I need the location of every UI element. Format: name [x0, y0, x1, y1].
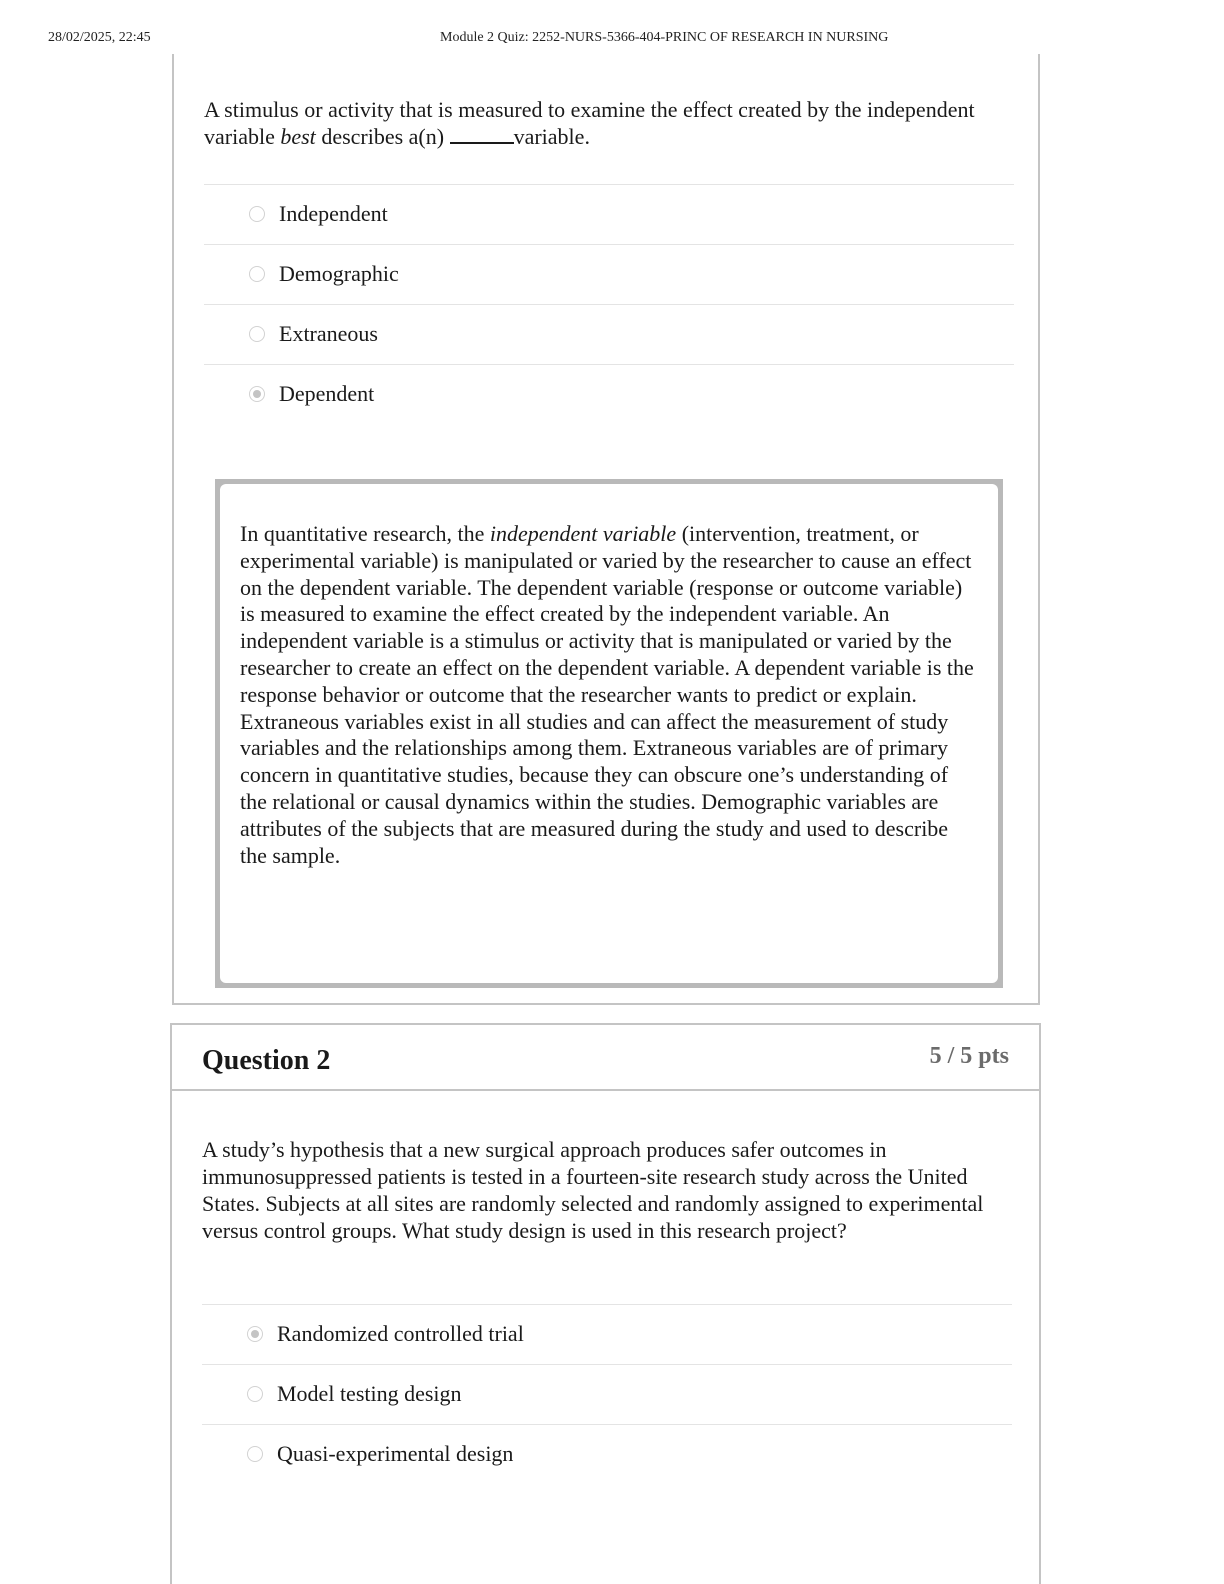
- question-1-emphasis: best: [280, 124, 316, 149]
- question-1-text-part: variable.: [513, 124, 590, 149]
- question-points: 5 / 5 pts: [929, 1043, 1009, 1069]
- answer-option[interactable]: [202, 1364, 1012, 1424]
- answer-label: Randomized controlled trial: [277, 1321, 524, 1346]
- question-1-text-part: A stimulus or activity that is measured to examine the effect created by the independent variable: [204, 97, 975, 149]
- answer-label: Quasi-experimental design: [277, 1441, 514, 1466]
- question-title: Question 2: [202, 1045, 331, 1076]
- print-page-title: Module 2 Quiz: 2252-NURS-5366-404-PRINC OF RESEARCH IN NURSING: [440, 30, 889, 45]
- answer-label: Dependent: [279, 381, 375, 406]
- feedback-comment-text: [240, 521, 978, 869]
- question-1-panel: [172, 54, 1040, 1005]
- radio-button-icon[interactable]: [247, 1446, 263, 1462]
- question-2-header: [172, 1025, 1039, 1091]
- radio-button-selected-icon[interactable]: [247, 1326, 263, 1342]
- feedback-comment-box: [215, 479, 1003, 988]
- radio-button-icon[interactable]: [249, 206, 265, 222]
- answer-label: Model testing design: [277, 1381, 462, 1406]
- answer-option[interactable]: [204, 184, 1014, 244]
- radio-button-selected-icon[interactable]: [249, 386, 265, 402]
- feedback-emphasis: independent variable: [489, 521, 677, 546]
- answer-label: Extraneous: [279, 321, 378, 346]
- print-datetime: 28/02/2025, 22:45: [48, 30, 151, 45]
- answer-option[interactable]: [204, 364, 1014, 424]
- answer-label: Demographic: [279, 261, 399, 286]
- radio-button-icon[interactable]: [249, 326, 265, 342]
- answer-option[interactable]: [204, 304, 1014, 364]
- question-1-text: [204, 96, 994, 150]
- feedback-text-part: (intervention, treatment, or experimental variable) is manipulated or varied by the researcher to cause an effect on the dependent variable. The dependent variable (response or outcome variable) is measured to examine the effect created by the independent variable. An independent variable is a stimulus or activity that is manipulated or varied by the researcher to create an effect on the dependent variable. A dependent variable is the response behavior or outcome that the researcher wants to predict or explain. Extraneous variables exist in all studies and can affect the measurement of study variables and the relationships among them. Extraneous variables are of primary concern in quantitative studies, because they can obscure one’s understanding of the relational or causal dynamics within the studies. Demographic variables are attributes of the subjects that are measured during the study and used to describe the sample.: [240, 521, 974, 868]
- radio-button-icon[interactable]: [249, 266, 265, 282]
- answer-blank: [450, 124, 514, 144]
- question-2-panel: [170, 1023, 1041, 1584]
- radio-button-icon[interactable]: [247, 1386, 263, 1402]
- answer-label: Independent: [279, 201, 388, 226]
- answer-option[interactable]: [202, 1424, 1012, 1484]
- answer-option[interactable]: [202, 1304, 1012, 1364]
- feedback-text-part: In quantitative research, the: [240, 521, 490, 546]
- question-2-answers: [202, 1304, 1012, 1484]
- answer-option[interactable]: [204, 244, 1014, 304]
- question-2-text: A study’s hypothesis that a new surgical approach produces safer outcomes in immunosuppressed patients is tested in a fourteen-site research study across the United States. Subjects at all sites are randomly selected and randomly assigned to experimental versus control groups. What study design is used in this research project?: [202, 1137, 984, 1243]
- question-1-answers: [204, 184, 1014, 424]
- feedback-comment-inner: [220, 484, 998, 983]
- question-1-text-part: describes a(n): [315, 124, 450, 149]
